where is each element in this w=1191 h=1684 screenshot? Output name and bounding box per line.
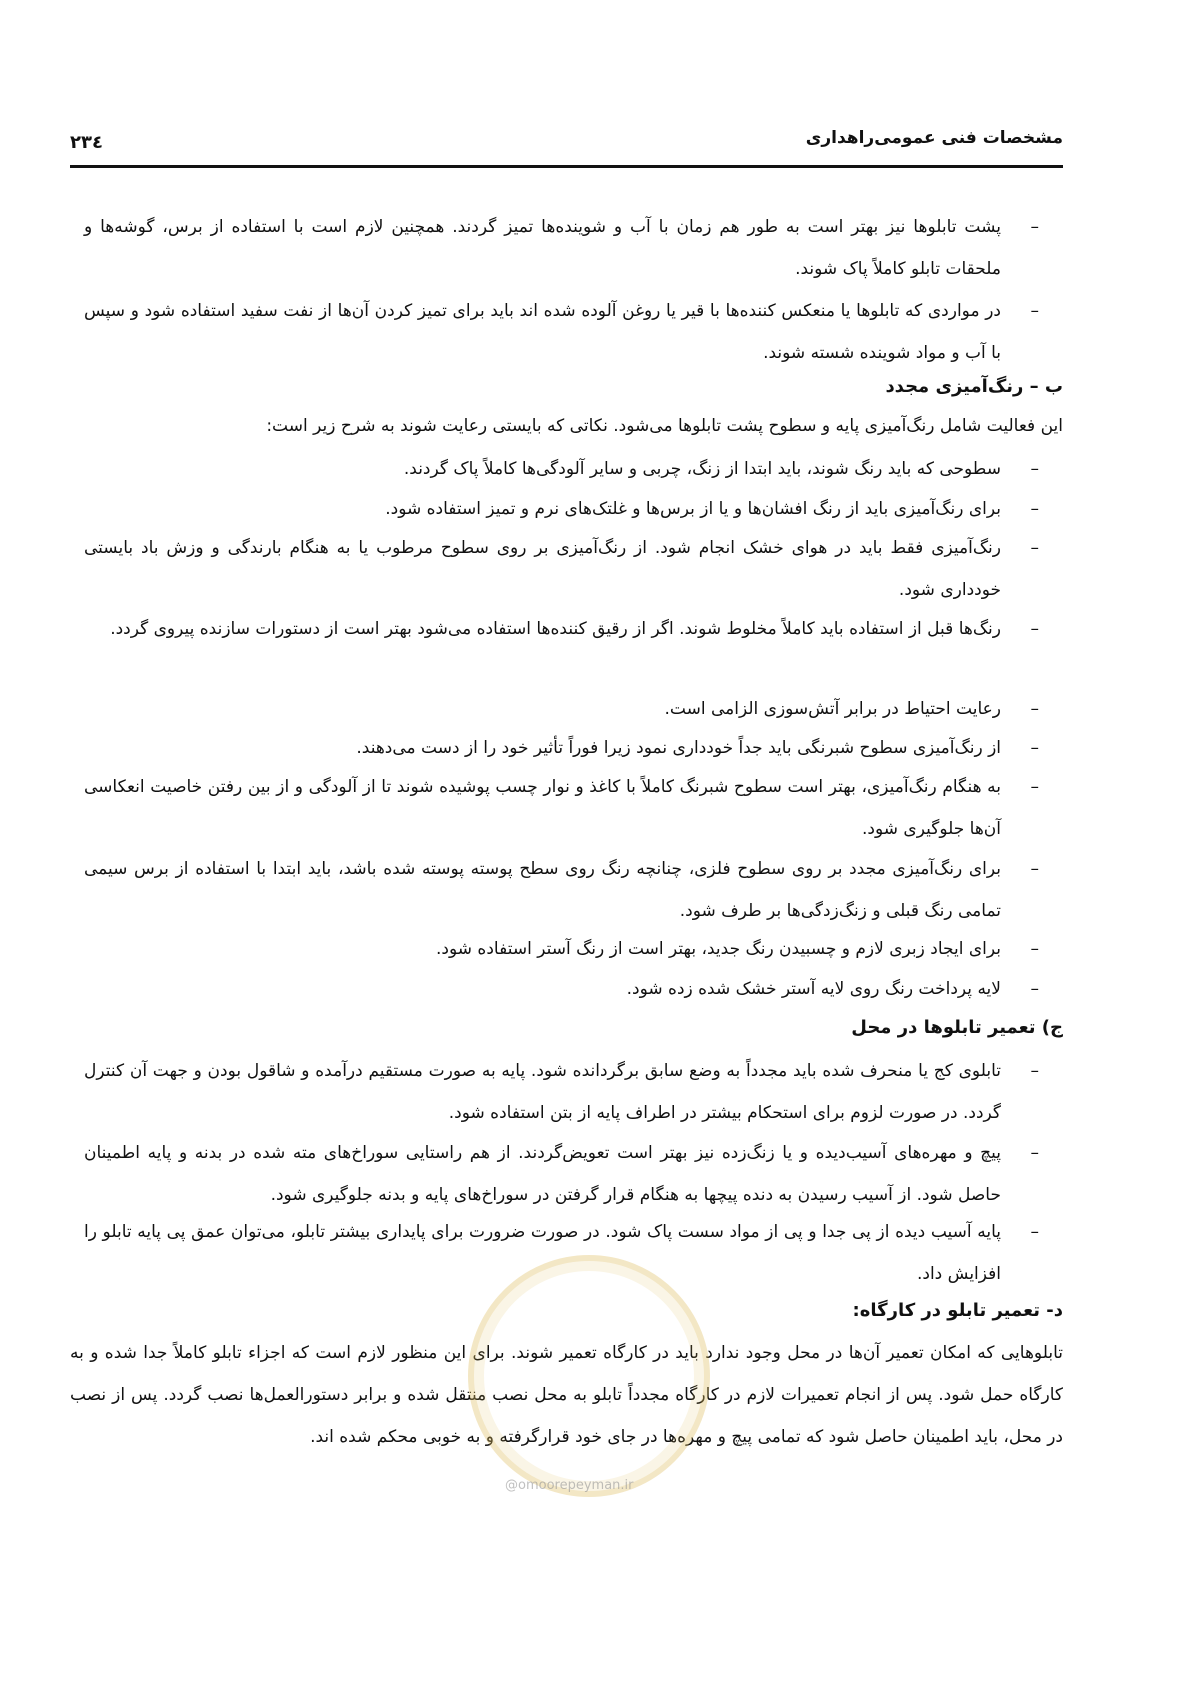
header-rule (70, 165, 1063, 168)
dash-bullet: – (1030, 459, 1039, 479)
watermark-seal-icon (468, 1255, 710, 1497)
list-item (84, 968, 1039, 1010)
header-title: مشخصات فنی عمومی‌راهداری (805, 128, 1063, 148)
list-item-text: برای رنگ‌آمیزی باید از رنگ افشان‌ها و یا از برس‌ها و غلتک‌های نرم و تمیز استفاده شود. (385, 499, 1001, 519)
dash-bullet: – (1030, 301, 1039, 321)
list-item (84, 1132, 1039, 1216)
dash-bullet: – (1030, 217, 1039, 237)
dash-bullet: – (1030, 859, 1039, 879)
list-item (84, 608, 1039, 650)
page-number: ۲۳٤ (70, 132, 103, 153)
list-item-text: رنگ‌آمیزی فقط باید در هوای خشک انجام شود. از رنگ‌آمیزی بر روی سطوح مرطوب یا به هنگام بارندگی و وزش باد بایستی خودداری شود. (84, 538, 1001, 600)
dash-bullet: – (1030, 699, 1039, 719)
list-item-text: سطوحی که باید رنگ شوند، باید ابتدا از زنگ، چربی و سایر آلودگی‌ها کاملاً پاک گردند. (403, 459, 1001, 479)
watermark-caption: @omoorepeyman.ir (505, 1478, 634, 1493)
dash-bullet: – (1030, 738, 1039, 758)
dash-bullet: – (1030, 538, 1039, 558)
list-item-text: رنگ‌ها قبل از استفاده باید کاملاً مخلوط شوند. اگر از رقیق کننده‌ها استفاده می‌شود بهتر است از دستورات سازنده پیروی گردد. (110, 619, 1001, 639)
section-c-heading: ج) تعمیر تابلوها در محل (851, 1017, 1063, 1038)
dash-bullet: – (1030, 777, 1039, 797)
dash-bullet: – (1030, 619, 1039, 639)
list-item-text: لایه پرداخت رنگ روی لایه آستر خشک شده زده شود. (626, 979, 1001, 999)
list-item (84, 848, 1039, 932)
section-d-heading: د- تعمیر تابلو در کارگاه: (852, 1300, 1063, 1321)
list-item (84, 928, 1039, 970)
list-item (84, 488, 1039, 530)
dash-bullet: – (1030, 1143, 1039, 1163)
list-item (84, 766, 1039, 850)
list-item (84, 688, 1039, 730)
list-item-text: به هنگام رنگ‌آمیزی، بهتر است سطوح شبرنگ کاملاً با کاغذ و نوار چسب پوشیده شوند تا از آلودگی و از بین رفتن خاصیت انعکاسی آن‌ها جلوگیری شود. (84, 777, 1001, 839)
list-item (84, 527, 1039, 611)
list-item (84, 727, 1039, 769)
list-item-text: پیچ و مهره‌های آسیب‌دیده و یا زنگ‌زده نیز بهتر است تعویض‌گردند. از هم راستایی سوراخ‌های مته شده در بدنه و پایه اطمینان حاصل شود. از آسیب رسیدن به دنده پیچها به هنگام قرار گرفتن در سوراخ‌های پایه و بدنه جلوگیری شود. (84, 1143, 1001, 1205)
list-item (84, 1050, 1039, 1134)
page-header (70, 118, 1063, 158)
section-b-heading: ب – رنگ‌آمیزی مجدد (885, 376, 1063, 397)
dash-bullet: – (1030, 1222, 1039, 1242)
list-item (84, 290, 1039, 374)
list-item-text: در مواردی که تابلوها یا منعکس کننده‌ها با قیر یا روغن آلوده شده اند باید برای تمیز کردن آن‌ها از نفت سفید استفاده شود و سپس با آب و مواد شوینده شسته شوند. (84, 301, 1001, 363)
dash-bullet: – (1030, 1061, 1039, 1081)
list-item-text: تابلوی کج یا منحرف شده باید مجدداً به وضع سابق برگردانده شود. پایه به صورت مستقیم درآمده و شاقول بودن و جهت آن کنترل گردد. در صورت لزوم برای استحکام بیشتر در اطراف پایه از بتن استفاده شود. (84, 1061, 1001, 1123)
list-item (84, 448, 1039, 490)
list-item-text: از رنگ‌آمیزی سطوح شبرنگی باید جداً خودداری نمود زیرا فوراً تأثیر خود را از دست می‌دهند. (356, 738, 1001, 758)
list-item-text: پشت تابلوها نیز بهتر است به طور هم زمان با آب و شوینده‌ها تمیز گردند. همچنین لازم است با استفاده از برس، گوشه‌ها و ملحقات تابلو کاملاً پاک شوند. (84, 217, 1001, 279)
dash-bullet: – (1030, 939, 1039, 959)
list-item-text: رعایت احتیاط در برابر آتش‌سوزی الزامی است. (664, 699, 1001, 719)
list-item-text: برای ایجاد زبری لازم و چسبیدن رنگ جدید، بهتر است از رنگ آستر استفاده شود. (436, 939, 1001, 959)
list-item-text: پایه آسیب دیده از پی جدا و پی از مواد سست پاک شود. در صورت ضرورت برای پایداری بیشتر تابلو، می‌توان عمق پی پایه تابلو را افزایش داد. (84, 1222, 1001, 1284)
dash-bullet: – (1030, 979, 1039, 999)
dash-bullet: – (1030, 499, 1039, 519)
list-item (84, 206, 1039, 290)
section-b-intro: این فعالیت شامل رنگ‌آمیزی پایه و سطوح پشت تابلوها می‌شود. نکاتی که بایستی رعایت شوند به شرح زیر است: (266, 416, 1063, 436)
list-item-text: برای رنگ‌آمیزی مجدد بر روی سطوح فلزی، چنانچه رنگ روی سطح پوسته پوسته شده باشد، باید ابتدا با استفاده از برس سیمی تمامی رنگ قبلی و زنگ‌زدگی‌ها بر طرف شود. (84, 859, 1001, 921)
section-d-paragraph: تابلوهایی که امکان تعمیر آن‌ها در محل وجود ندارد باید در کارگاه تعمیر شوند. برای این منظور لازم است که اجزاء تابلو کاملاً جدا شده و به کارگاه حمل شود. پس از انجام تعمیرات لازم در کارگاه مجدداً تابلو به محل نصب منتقل شده و برابر دستورالعمل‌ها نصب گردد. پس از نصب در محل، باید اطمینان حاصل شود که تمامی پیچ و مهره‌ها در جای خود قرارگرفته و به خوبی محکم شده اند. (70, 1343, 1063, 1447)
